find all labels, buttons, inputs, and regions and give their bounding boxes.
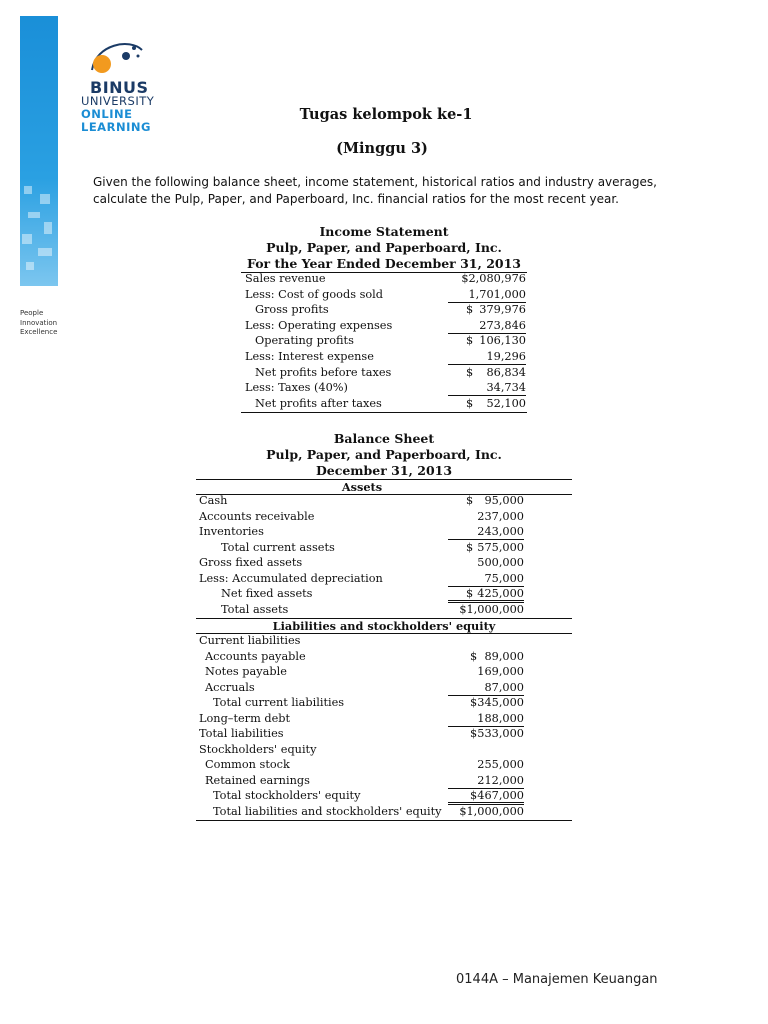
row-label: Gross profits [255, 303, 329, 317]
row-amount: 106,130 [479, 334, 526, 348]
row-amount: 86,834 [486, 365, 526, 379]
row-label: Total liabilities and stockholders' equity [213, 804, 442, 818]
row-dollar-sign: $ [466, 334, 474, 348]
row-amount: 575,000 [477, 540, 524, 554]
page-subtitle: (Minggu 3) [336, 140, 428, 157]
heading-line: December 31, 2013 [315, 463, 453, 478]
tagline [20, 309, 57, 338]
assets-heading: Assets [341, 480, 383, 494]
row-label: Less: Operating expenses [245, 318, 393, 332]
logo-learning-text: LEARNING [81, 120, 151, 134]
row-label: Notes payable [205, 665, 287, 678]
row-amount: 75,000 [448, 572, 524, 587]
row-label: Accounts receivable [199, 509, 315, 523]
row-dollar-sign: $ [466, 365, 474, 379]
row-amount: 169,000 [477, 665, 524, 678]
row-amount: $1,000,000 [459, 804, 524, 818]
row-dollar-sign: $ [466, 587, 474, 600]
row-amount: 212,000 [448, 774, 524, 789]
row-label: Total current assets [221, 540, 335, 554]
row-amount: 19,296 [448, 350, 526, 365]
liabilities-heading: Liabilities and stockholders' equity [272, 619, 496, 633]
row-label: Inventories [199, 525, 264, 538]
row-label: Current liabilities [199, 634, 301, 647]
balance-sheet-heading [200, 431, 568, 479]
tagline-line: Innovation [20, 318, 58, 327]
tagline-line: People [20, 309, 44, 317]
row-amount: 500,000 [477, 556, 524, 569]
row-dollar-sign: $ [470, 727, 478, 740]
row-amount: 467,000 [448, 789, 524, 805]
row-dollar-sign: $ [470, 696, 478, 709]
heading-line: For the Year Ended December 31, 2013 [247, 256, 521, 271]
row-amount: 237,000 [477, 509, 524, 523]
row-dollar-sign: $ [466, 303, 474, 317]
page-title: Tugas kelompok ke-1 [299, 106, 473, 123]
row-label: Less: Accumulated depreciation [199, 571, 383, 585]
row-dollar-sign: $ [466, 494, 474, 507]
row-amount: $2,080,976 [461, 272, 526, 285]
row-label: Long–term debt [199, 711, 291, 725]
row-amount: $1,000,000 [459, 602, 524, 616]
row-label: Accruals [205, 680, 255, 694]
intro-paragraph: Given the following balance sheet, income statement, historical ratios and industry averages, calculate the Pulp, Paper, and Paperboard, Inc. financial ratios for the most recent year. [93, 175, 657, 206]
row-label: Net fixed assets [221, 587, 313, 600]
binus-logo-icon [82, 34, 202, 84]
row-amount: 34,734 [448, 381, 526, 396]
row-amount: 273,846 [448, 319, 526, 334]
row-label: Net profits after taxes [255, 396, 382, 410]
row-amount: 1,701,000 [448, 288, 526, 303]
row-label: Total liabilities [199, 727, 284, 740]
logo-online-text: ONLINE [81, 107, 133, 121]
row-amount: 255,000 [477, 758, 524, 771]
row-label: Sales revenue [245, 272, 326, 285]
row-dollar-sign: $ [470, 789, 478, 802]
income-statement-heading [200, 224, 568, 272]
tagline-line: Excellence [20, 328, 58, 336]
row-amount: 52,100 [486, 396, 526, 410]
row-dollar-sign: $ [466, 540, 474, 554]
row-label: Retained earnings [205, 773, 310, 787]
row-label: Operating profits [255, 334, 354, 348]
row-label: Total current liabilities [213, 696, 345, 709]
row-amount: 87,000 [448, 681, 524, 696]
row-amount: 95,000 [484, 494, 524, 507]
heading-line: Balance Sheet [333, 431, 435, 446]
logo-university-text: UNIVERSITY [81, 94, 155, 108]
row-amount: 89,000 [484, 649, 524, 663]
heading-line: Pulp, Paper, and Paperboard, Inc. [266, 240, 502, 255]
row-dollar-sign: $ [470, 649, 478, 663]
row-amount: 188,000 [448, 712, 524, 727]
row-label: Stockholders' equity [199, 742, 317, 756]
balance-bottom-rule [196, 820, 572, 821]
row-label: Common stock [205, 758, 290, 771]
row-amount: 533,000 [477, 727, 524, 740]
income-bottom-rule [241, 412, 527, 413]
row-amount: 345,000 [477, 696, 524, 709]
row-amount: 379,976 [479, 303, 526, 317]
row-label: Less: Taxes (40%) [245, 381, 348, 395]
row-amount: 243,000 [448, 525, 524, 540]
row-label: Less: Cost of goods sold [245, 287, 384, 301]
heading-line: Income Statement [319, 224, 449, 239]
footer-course-code: 0144A – Manajemen Keuangan [456, 972, 658, 987]
heading-line: Pulp, Paper, and Paperboard, Inc. [266, 447, 502, 462]
row-dollar-sign: $ [466, 396, 474, 410]
row-label: Cash [199, 494, 228, 507]
row-label: Total stockholders' equity [213, 789, 361, 802]
row-label: Net profits before taxes [255, 365, 392, 379]
row-label: Less: Interest expense [245, 350, 374, 363]
logo-binus-text: BINUS [90, 78, 149, 97]
row-label: Total assets [221, 602, 289, 616]
row-amount: 425,000 [448, 587, 524, 603]
row-label: Accounts payable [205, 649, 306, 663]
row-label: Gross fixed assets [199, 556, 303, 569]
